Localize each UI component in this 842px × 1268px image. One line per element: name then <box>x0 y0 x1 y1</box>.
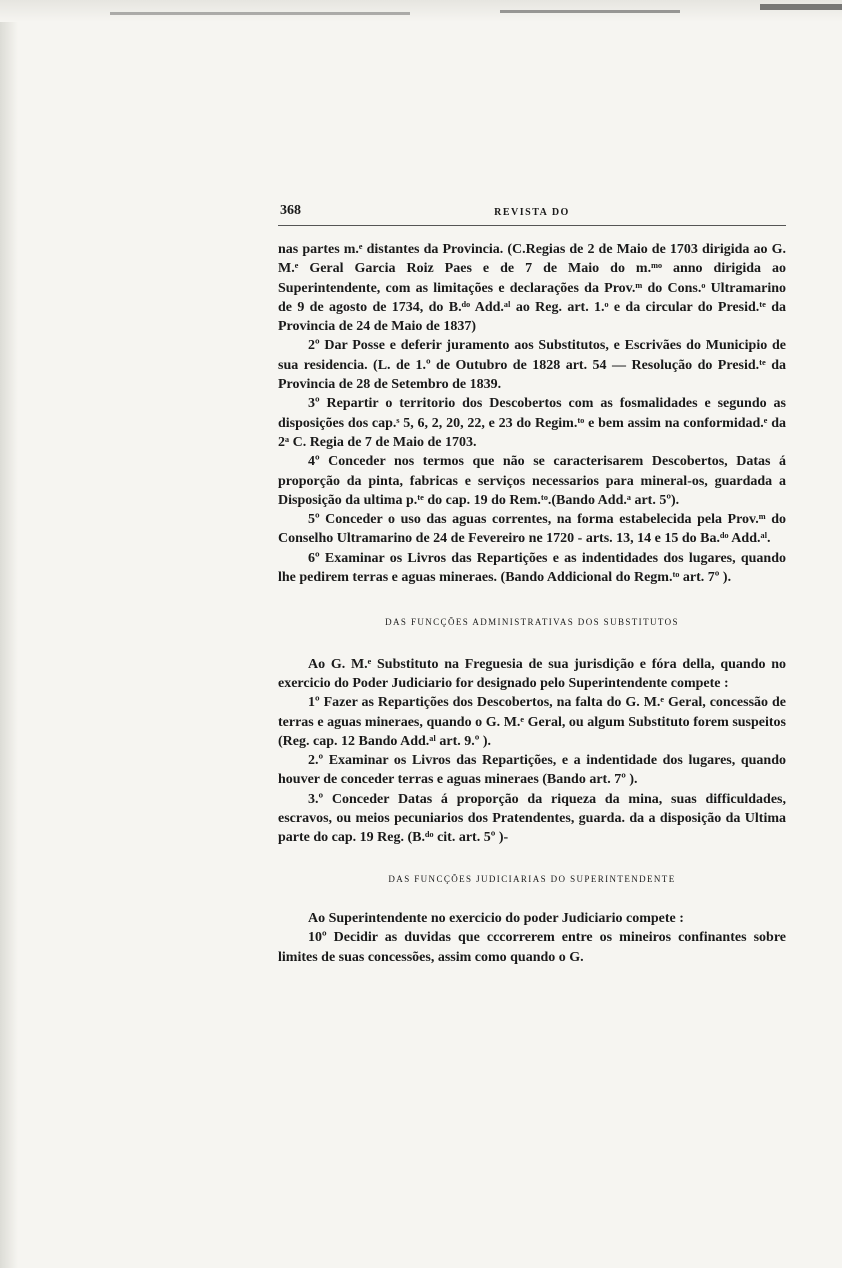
paragraph: 6º Examinar os Livros das Repartições e as indentidades dos lugares, quando lhe pedirem terras e aguas mineraes. (Bando Addicional do Regm.ᵗᵒ art. 7º ). <box>278 550 786 586</box>
paragraph: 3.º Conceder Datas á proporção da riqueza da mina, suas difficuldades, escravos, ou meios pecuniarios dos Pratendentes, guarda. da a disposição da Ultima parte do cap. 19 Reg. (B.ᵈᵒ cit. art. 5º )- <box>278 791 786 846</box>
paragraph: 4º Conceder nos termos que não se caracterisarem Descobertos, Datas á proporção da pinta, fabricas e serviços necessarios para mineral-os, guardada a Disposição da ultima p.ᵗᵉ do cap. 19 do Rem.ᵗᵒ.(Bando Add.ᵃ art. 5º). <box>278 454 786 508</box>
running-title: REVISTA DO <box>494 207 570 218</box>
paragraph: Ao Superintendente no exercicio do poder Judiciario compete : <box>308 910 684 926</box>
body-text <box>278 240 786 967</box>
paragraph: 3º Repartir o territorio dos Descobertos com as fosmalidades e segundo as disposições dos cap.ˢ 5, 6, 2, 20, 22, e 23 do Regim.ᵗᵒ e bem assim na conformidad.ᵉ da 2ᵃ C. Regia de 7 de Maio de 1703. <box>278 396 786 450</box>
page-number: 368 <box>280 203 301 218</box>
paragraph: 10º Decidir as duvidas que cccorrerem entre os mineiros confinantes sobre limites de suas concessões, assim como quando o G. <box>278 930 786 965</box>
scan-mark <box>500 10 680 13</box>
paragraph: 5º Conceder o uso das aguas correntes, na forma estabelecida pela Prov.ᵐ do Conselho Ultramarino de 24 de Fevereiro ne 1720 - arts. 13, 14 e 15 do Ba.ᵈᵒ Add.ᵃˡ. <box>278 512 786 547</box>
paragraph: 2º Dar Posse e deferir juramento aos Substitutos, e Escrivães do Municipio de sua residencia. (L. de 1.º de Outubro de 1828 art. 54 — Resolução do Presid.ᵗᵉ da Provincia de 28 de Setembro de 1839. <box>278 338 786 393</box>
paragraph: 2.º Examinar os Livros das Repartições, e a indentidade dos lugares, quando houver de conceder terras e aguas mineraes (Bando art. 7º ). <box>278 753 786 788</box>
book-page <box>278 203 786 967</box>
scan-mark <box>760 4 842 10</box>
section-heading: DAS FUNCÇÕES JUDICIARIAS DO SUPERINTENDENTE <box>388 873 676 884</box>
section-heading: DAS FUNCÇÕES ADMINISTRATIVAS DOS SUBSTITUTOS <box>385 617 679 628</box>
paragraph: nas partes m.ᵉ distantes da Provincia. (C.Regias de 2 de Maio de 1703 dirigida ao G. M.ᵉ Geral Garcia Roiz Paes e de 7 de Maio do m.ᵐᵒ anno dirigida ao Superintendente, com as limitações e declarações da Prov.ᵐ do Cons.ᵒ Ultramarino de 9 de agosto de 1734, do B.ᵈᵒ Add.ᵃˡ ao Reg. art. 1.ᵒ e da circular do Presid.ᵗᵉ da Provincia de 24 de Maio de 1837) <box>278 242 786 335</box>
scan-mark <box>110 12 410 15</box>
paragraph: Ao G. M.ᵉ Substituto na Freguesia de sua jurisdição e fóra della, quando no exercicio do Poder Judiciario for designado pelo Superintendente compete : <box>278 656 786 691</box>
scan-left-edge <box>0 0 18 1268</box>
scan-top-edge <box>0 0 842 22</box>
running-head <box>278 203 786 226</box>
paragraph: 1º Fazer as Repartições dos Descobertos, na falta do G. M.ᵉ Geral, concessão de terras e aguas mineraes, quando o G. M.ᵉ Geral, ou algum Substituto forem suspeitos (Reg. cap. 12 Bando Add.ᵃˡ art. 9.º ). <box>278 695 786 749</box>
